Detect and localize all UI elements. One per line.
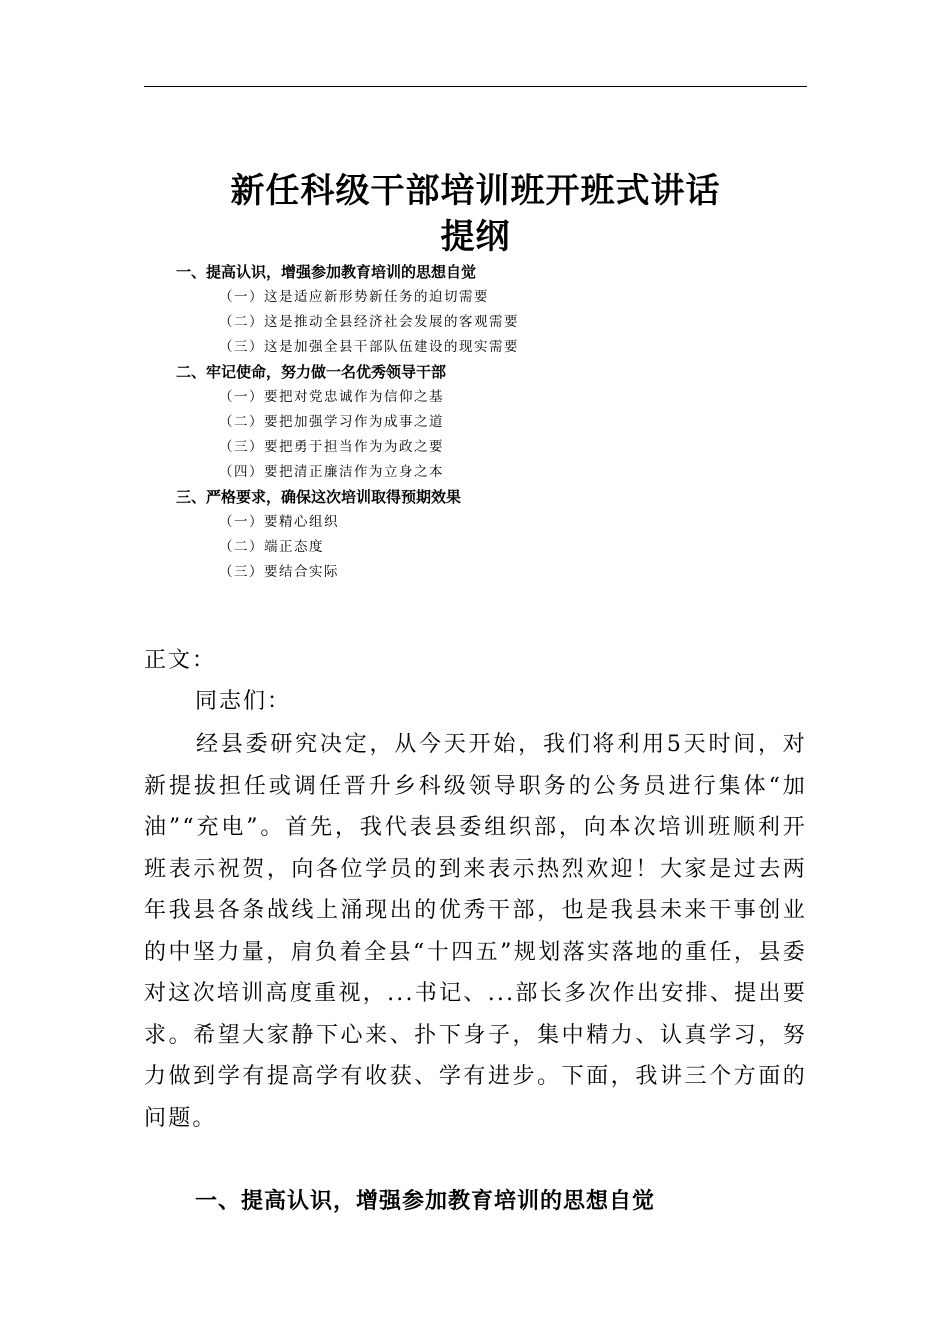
outline-item: （三）要把勇于担当作为为政之要: [219, 439, 444, 455]
header-rule: [144, 86, 807, 87]
outline-item: （二）这是推动全县经济社会发展的客观需要: [219, 314, 519, 330]
outline-item: （二）端正态度: [219, 539, 324, 555]
outline-item: （三）要结合实际: [219, 564, 339, 580]
outline-item: （三）这是加强全县干部队伍建设的现实需要: [219, 339, 519, 355]
body-paragraph: 经县委研究决定，从今天开始，我们将利用5天时间，对新提拔担任或调任晋升乡科级领导职务的公务员进行集体“加油”“充电”。首先，我代表县委组织部，向本次培训班顺利开班表示祝贺，向各位学员的到来表示热烈欢迎！大家是过去两年我县各条战线上涌现出的优秀干部，也是我县未来干事创业的中坚力量，肩负着全县“十四五”规划落实落地的重任，县委对这次培训高度重视，...书记、...部长多次作出安排、提出要求。希望大家静下心来、扑下身子，集中精力、认真学习，努力做到学有提高学有收获、学有进步。下面，我讲三个方面的问题。: [144, 732, 807, 1131]
outline-item: （一）要精心组织: [219, 514, 339, 530]
section-heading: 一、提高认识，增强参加教育培训的思想自觉: [195, 1189, 656, 1214]
outline-section-heading: 一、提高认识，增强参加教育培训的思想自觉: [176, 263, 477, 281]
document-title-line1: 新任科级干部培训班开班式讲话: [230, 171, 721, 211]
outline-item: （一）要把对党忠诚作为信仰之基: [219, 389, 444, 405]
outline-section-heading: 三、严格要求，确保这次培训取得预期效果: [176, 488, 462, 506]
outline-item: （二）要把加强学习作为成事之道: [219, 414, 444, 430]
greeting: 同志们：: [195, 689, 292, 714]
outline-item: （四）要把清正廉洁作为立身之本: [219, 464, 444, 480]
outline-section-heading: 二、牢记使命，努力做一名优秀领导干部: [176, 363, 447, 381]
outline-item: （一）这是适应新形势新任务的迫切需要: [219, 289, 489, 305]
body-label: 正文：: [144, 648, 217, 673]
document-title-line2: 提纲: [440, 217, 511, 257]
